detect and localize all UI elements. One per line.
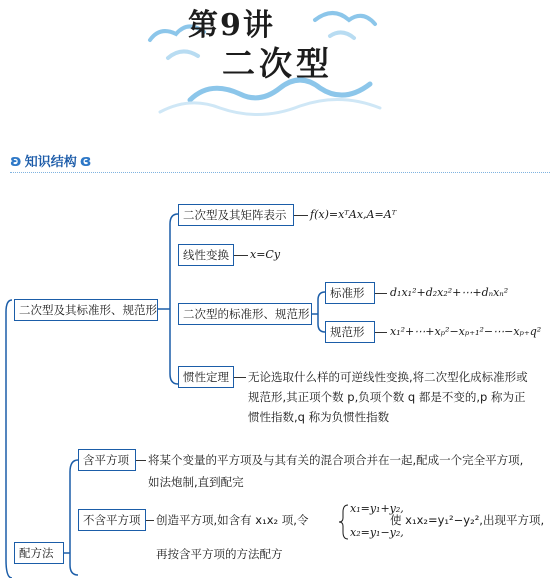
substitution-eq2: x₂=y₁−y₂,	[350, 526, 404, 539]
nonsquare-text-post: 使 x₁x₂=y₁²−y₂²,出现平方项,	[390, 513, 545, 527]
formula-standard-form: d₁x₁²+d₂x₂²+⋯+dₙxₙ²	[390, 286, 509, 299]
page-title: 二次型	[222, 44, 333, 83]
inertia-text-line3: 惯性指数,q 称为负惯性指数	[248, 410, 390, 424]
nonsquare-text-pre: 创造平方项,如含有 x₁x₂ 项,令	[156, 513, 309, 527]
node-without-square-term: 不含平方项	[78, 509, 146, 531]
connector	[146, 520, 154, 521]
formula-matrix: f(x)=xᵀAx,A=Aᵀ	[310, 208, 397, 221]
inertia-text-line1: 无论选取什么样的可逆线性变换,将二次型化成标准形或	[248, 370, 528, 384]
lesson-number: 第9讲	[188, 8, 275, 43]
formula-linear-transform: x=Cy	[250, 248, 281, 261]
section-flourish-icon: ʚ	[10, 150, 22, 170]
connector	[234, 377, 246, 378]
node-matrix-representation: 二次型及其矩阵表示	[178, 204, 294, 226]
node-with-square-term: 含平方项	[78, 449, 136, 471]
connector	[294, 215, 308, 216]
square-term-line1: 将某个变量的平方项及与其有关的混合项合并在一起,配成一个完全平方项,	[148, 453, 524, 467]
section-label: 知识结构	[24, 154, 77, 170]
topic-completing-square: 配方法	[14, 542, 64, 564]
connector	[375, 332, 387, 333]
connector	[234, 255, 248, 256]
connector	[136, 460, 146, 461]
connector	[375, 293, 387, 294]
substitution-eq1: x₁=y₁+y₂,	[350, 502, 404, 515]
formula-canonical-form: x₁²+⋯+xₚ²−xₚ₊₁²−⋯−xₚ₊q²	[390, 325, 542, 338]
nonsquare-text-line2: 再按含平方项的方法配方	[156, 547, 283, 561]
node-linear-transform: 线性变换	[178, 244, 234, 266]
topic-quadratic-form-canonical: 二次型及其标准形、规范形	[14, 299, 158, 321]
node-canonical-form: 规范形	[325, 321, 375, 343]
node-standard-form: 标准形	[325, 282, 375, 304]
section-flourish-icon-right: ɞ	[79, 150, 92, 170]
square-term-line2: 如法炮制,直到配完	[148, 475, 244, 489]
inertia-text-line2: 规范形,其正项个数 p,负项个数 q 都是不变的,p 称为正	[248, 390, 526, 404]
node-standard-canonical-form: 二次型的标准形、规范形	[178, 303, 312, 325]
node-inertia-theorem: 惯性定理	[178, 366, 234, 388]
